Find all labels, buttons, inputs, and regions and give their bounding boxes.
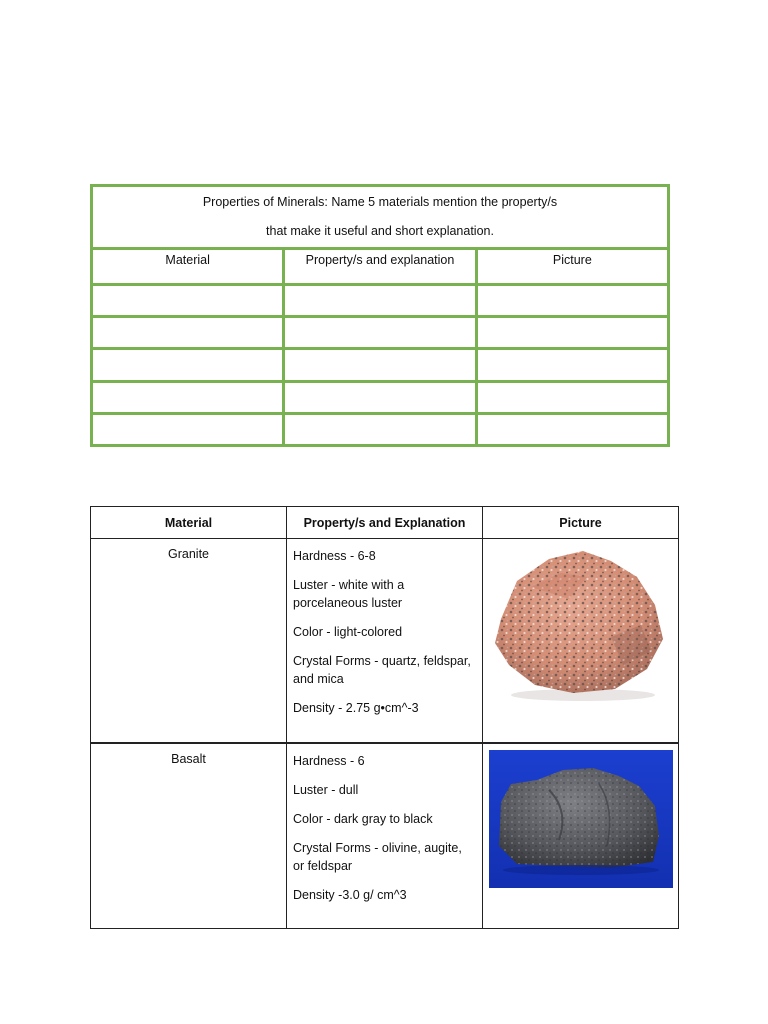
worksheet-blank-row: [92, 317, 669, 349]
worksheet-title-line-1: Properties of Minerals: Name 5 materials mention the property/s: [202, 195, 558, 210]
answers-header-picture: Picture: [483, 507, 679, 539]
table-row-granite: [91, 539, 679, 744]
blank-cell[interactable]: [476, 381, 668, 413]
worksheet-table: [90, 184, 670, 447]
worksheet-header-material: Material: [92, 249, 284, 284]
property-luster: Luster - dull: [293, 783, 359, 797]
blank-cell[interactable]: [284, 349, 476, 381]
property-luster: Luster - white with a porcelaneous luster: [293, 578, 405, 610]
property-crystal-forms: Crystal Forms - olivine, augite, or feldspar: [293, 841, 462, 873]
answers-header-material: Material: [91, 507, 287, 539]
blank-cell[interactable]: [284, 413, 476, 445]
property-hardness: Hardness - 6: [293, 754, 365, 768]
worksheet-blank-row: [92, 413, 669, 445]
blank-cell[interactable]: [476, 284, 668, 316]
worksheet-blank-row: [92, 381, 669, 413]
worksheet-blank-row: [92, 349, 669, 381]
picture-cell-basalt: [483, 743, 679, 929]
properties-granite: [287, 539, 483, 744]
blank-cell[interactable]: [92, 317, 284, 349]
worksheet-title-line-2: that make it useful and short explanation.: [266, 224, 494, 239]
blank-cell[interactable]: [476, 317, 668, 349]
blank-cell[interactable]: [284, 381, 476, 413]
answers-table: [90, 506, 679, 929]
property-density: Density - 2.75 g•cm^-3: [293, 701, 419, 715]
worksheet-blank-row: [92, 284, 669, 316]
property-density: Density -3.0 g/ cm^3: [293, 888, 407, 902]
blank-cell[interactable]: [92, 284, 284, 316]
blank-cell[interactable]: [92, 413, 284, 445]
material-name-granite: Granite: [91, 539, 287, 744]
property-hardness: Hardness - 6-8: [293, 549, 376, 563]
table-row-basalt: [91, 743, 679, 929]
blank-cell[interactable]: [92, 381, 284, 413]
granite-rock-photo: [491, 547, 667, 703]
worksheet-header-picture: Picture: [476, 249, 668, 284]
worksheet-title: [92, 186, 669, 249]
blank-cell[interactable]: [284, 284, 476, 316]
property-crystal-forms: Crystal Forms - quartz, feldspar, and mica: [293, 654, 471, 686]
blank-cell[interactable]: [92, 349, 284, 381]
material-name-basalt: Basalt: [91, 743, 287, 929]
property-color: Color - light-colored: [293, 625, 403, 639]
blank-cell[interactable]: [476, 413, 668, 445]
properties-basalt: [287, 743, 483, 929]
worksheet-header-property: Property/s and explanation: [284, 249, 476, 284]
picture-cell-granite: [483, 539, 679, 744]
basalt-rock-photo: [489, 750, 673, 888]
answers-header-property: Property/s and Explanation: [287, 507, 483, 539]
property-color: Color - dark gray to black: [293, 812, 433, 826]
blank-cell[interactable]: [476, 349, 668, 381]
blank-cell[interactable]: [284, 317, 476, 349]
